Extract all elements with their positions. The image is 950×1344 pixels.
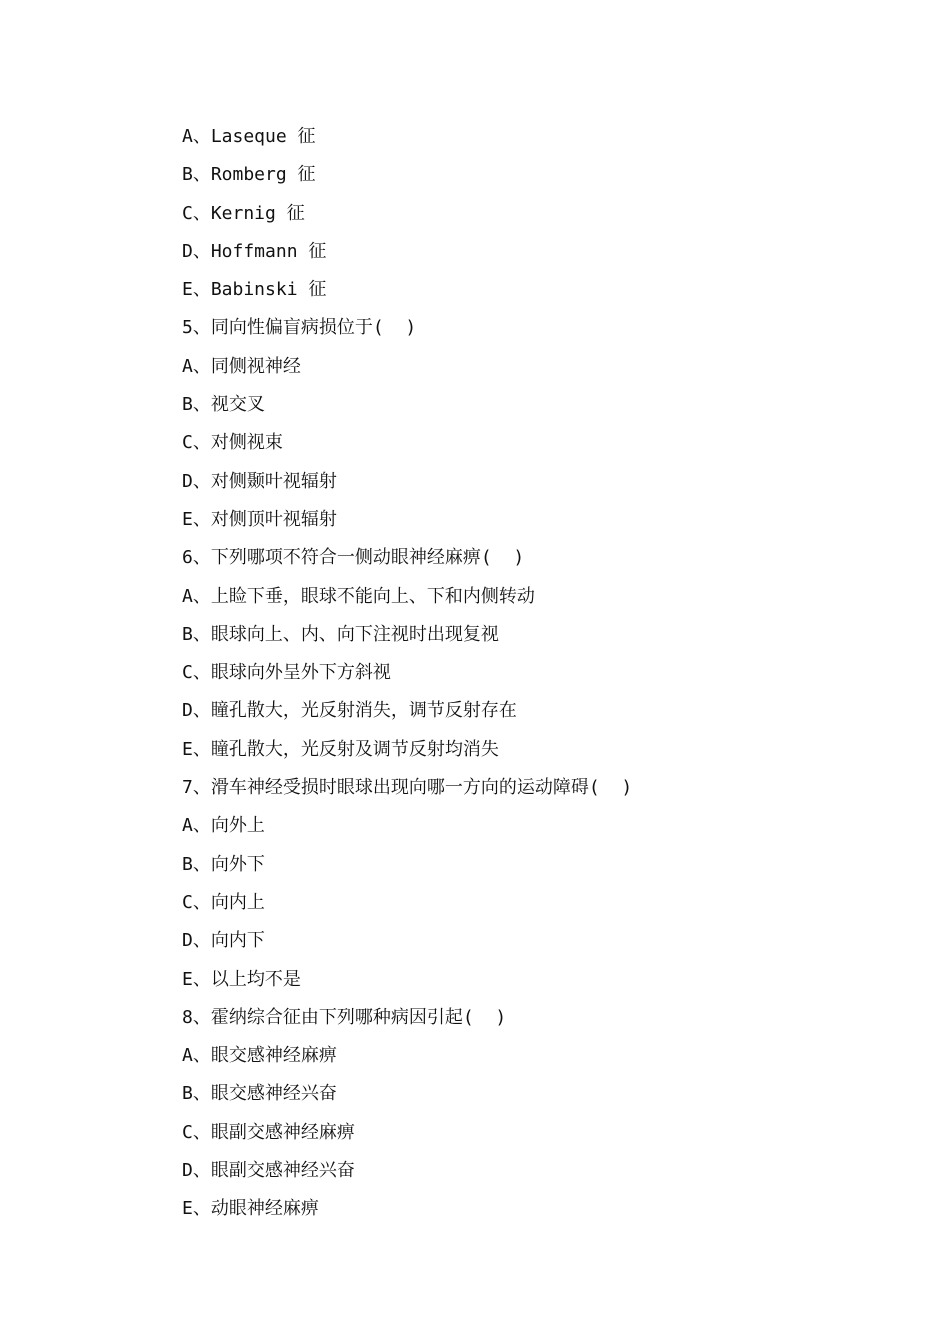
option-line: A、Laseque 征: [182, 126, 316, 147]
option-line: E、瞳孔散大，光反射及调节反射均消失: [182, 738, 499, 760]
option-line: A、上睑下垂，眼球不能向上、下和内侧转动: [182, 585, 535, 607]
option-line: E、动眼神经麻痹: [182, 1198, 319, 1220]
option-line: D、Hoffmann 征: [182, 240, 327, 262]
option-line: E、对侧顶叶视辐射: [182, 508, 337, 530]
option-line: A、向外上: [182, 815, 265, 837]
option-line: C、向内上: [182, 891, 265, 913]
option-line: B、视交叉: [182, 394, 265, 416]
question-line: 6、下列哪项不符合一侧动眼神经麻痹( ): [182, 547, 525, 569]
option-line: B、眼球向上、内、向下注视时出现复视: [182, 623, 499, 645]
option-line: E、Babinski 征: [182, 279, 327, 301]
option-line: B、Romberg 征: [182, 164, 316, 186]
option-line: C、眼球向外呈外下方斜视: [182, 662, 391, 684]
option-line: B、向外下: [182, 853, 265, 875]
option-line: D、眼副交感神经兴奋: [182, 1160, 355, 1182]
option-line: B、眼交感神经兴奋: [182, 1083, 337, 1105]
option-line: A、同侧视神经: [182, 355, 301, 377]
question-line: 8、霍纳综合征由下列哪种病因引起( ): [182, 1006, 507, 1028]
option-line: D、对侧颞叶视辐射: [182, 470, 337, 492]
question-line: 5、同向性偏盲病损位于( ): [182, 317, 417, 339]
option-line: C、对侧视束: [182, 432, 283, 454]
option-line: D、瞳孔散大，光反射消失，调节反射存在: [182, 700, 517, 722]
option-line: C、Kernig 征: [182, 202, 305, 224]
question-line: 7、滑车神经受损时眼球出现向哪一方向的运动障碍( ): [182, 777, 633, 799]
question-list: [182, 121, 632, 1232]
option-line: A、眼交感神经麻痹: [182, 1045, 337, 1067]
option-line: C、眼副交感神经麻痹: [182, 1121, 355, 1143]
option-line: D、向内下: [182, 930, 265, 952]
option-line: E、以上均不是: [182, 968, 301, 990]
